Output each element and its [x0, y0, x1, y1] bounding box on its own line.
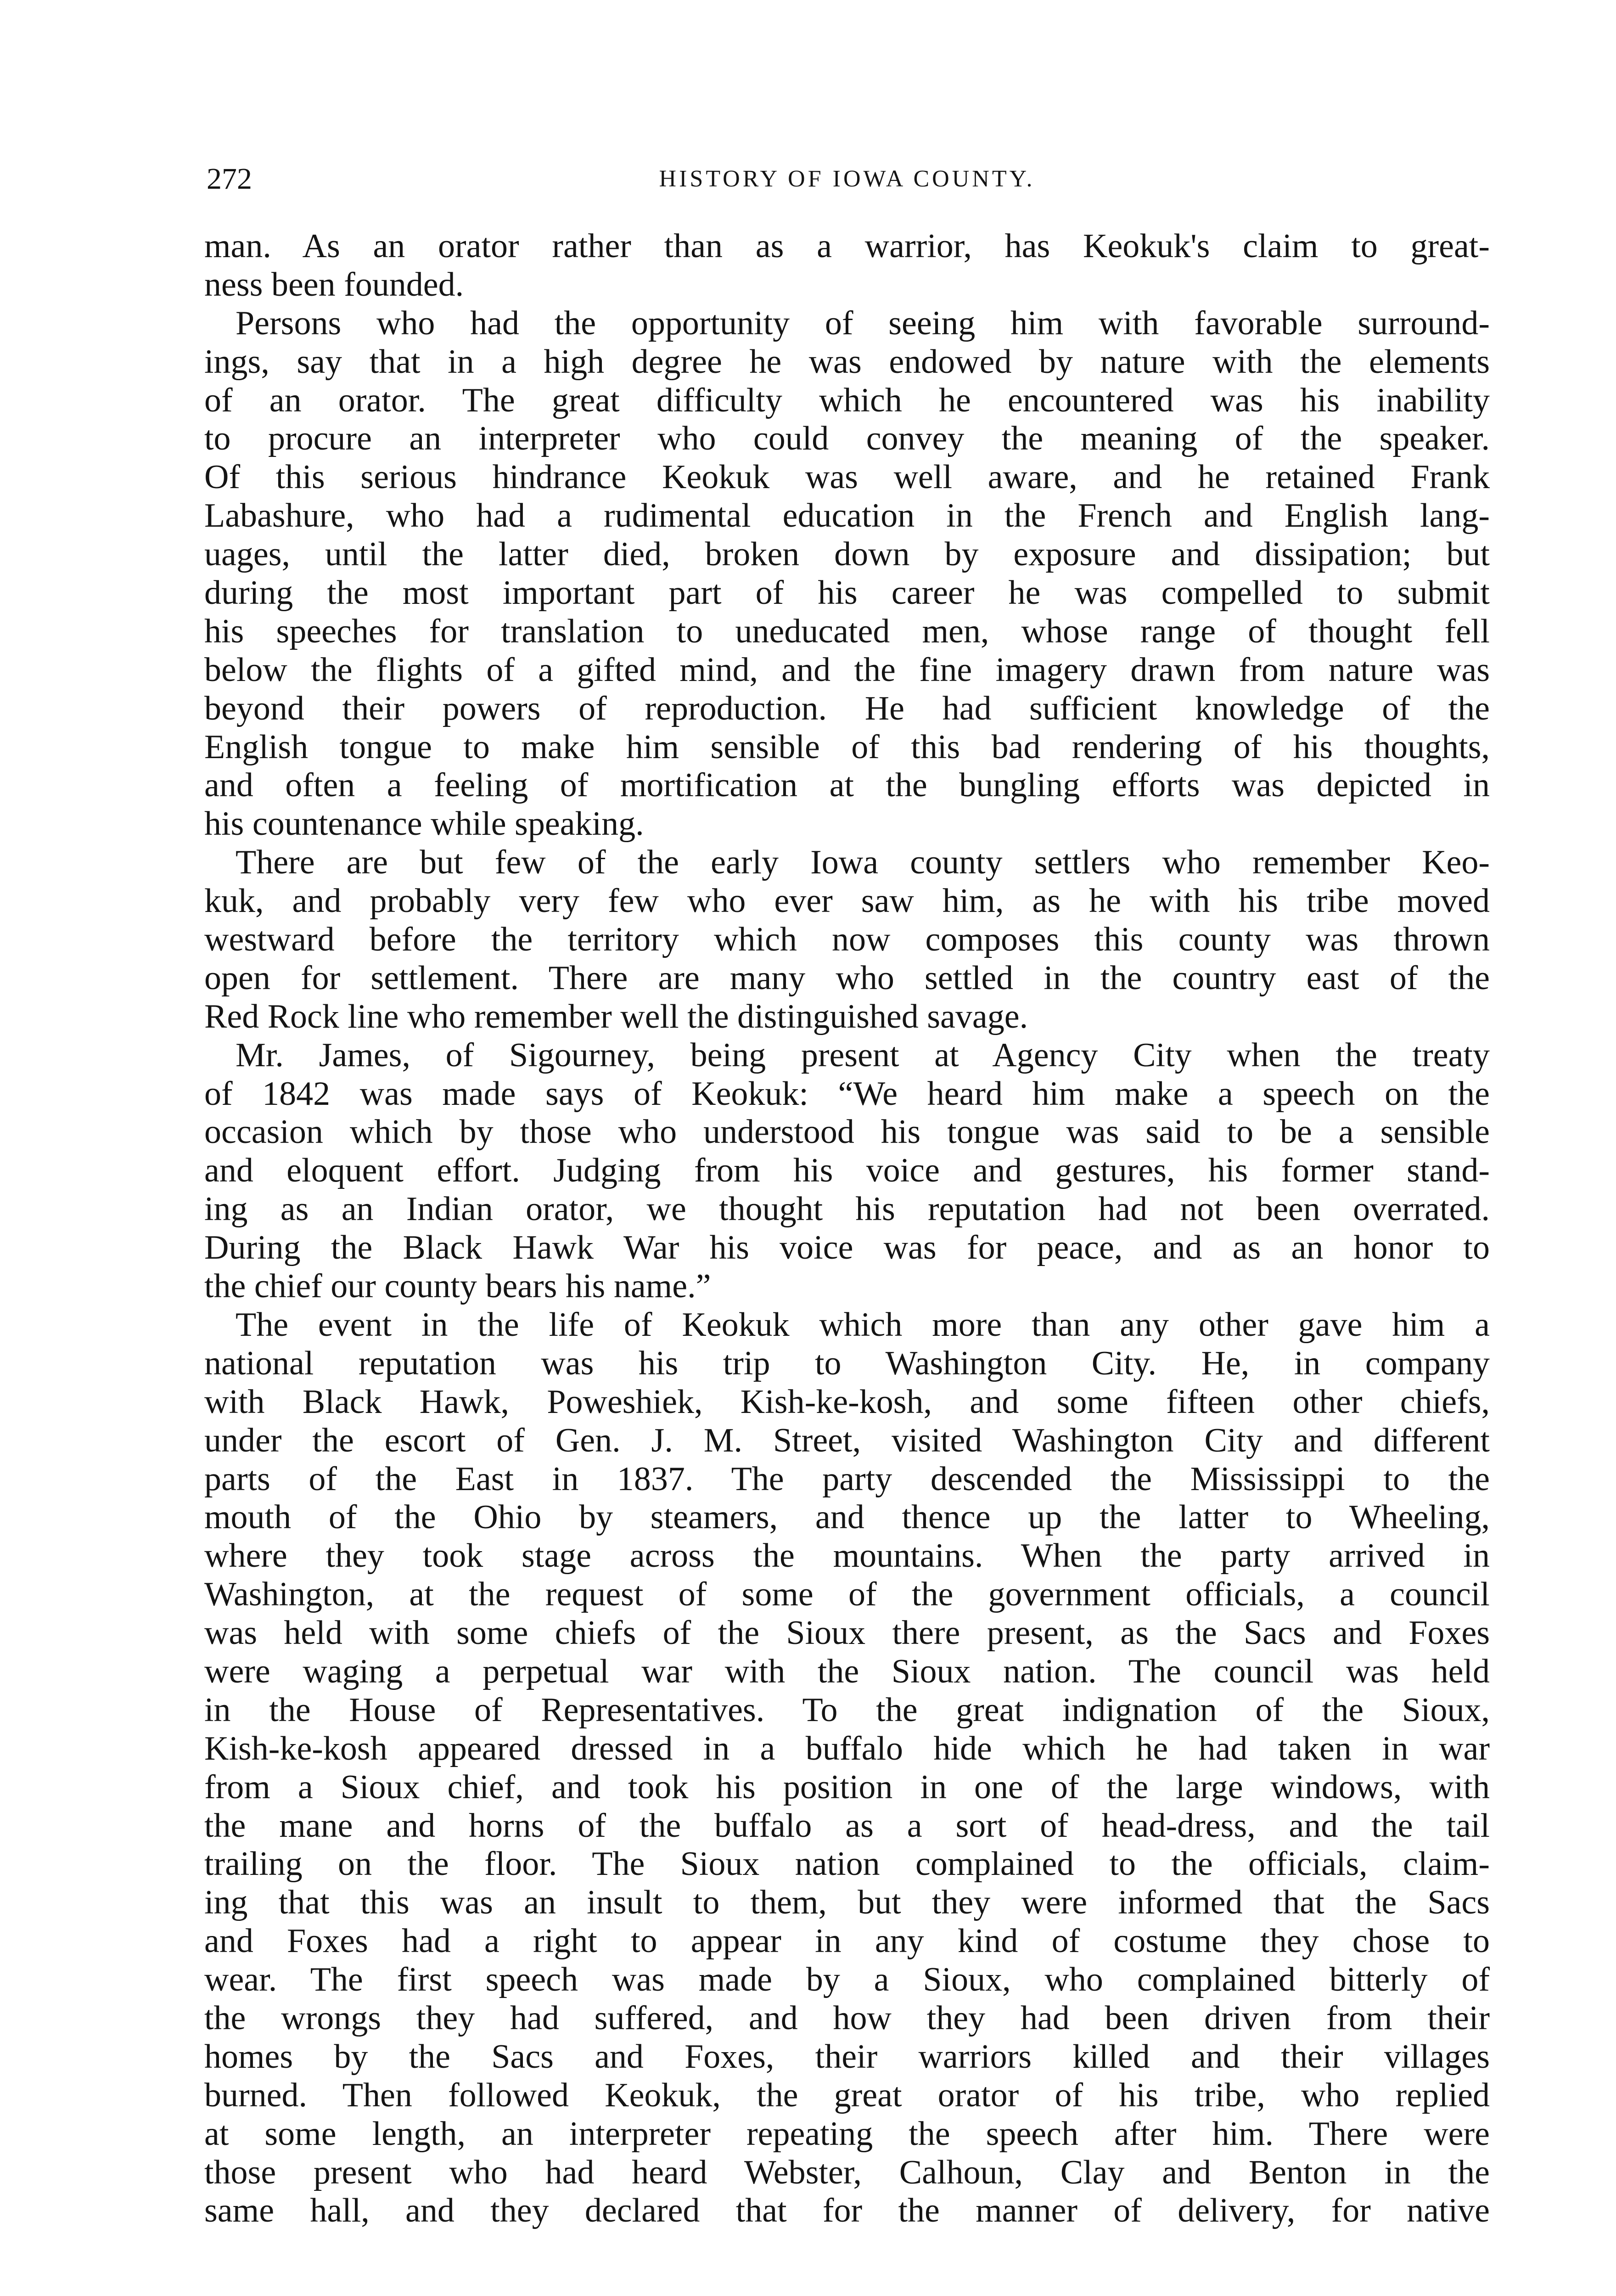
text-line: During the Black Hawk War his voice was for peace, and as an honor to	[204, 1229, 1490, 1267]
text-line: in the House of Representatives. To the great indignation of the Sioux,	[204, 1691, 1490, 1729]
text-line: ness been founded.	[204, 265, 464, 304]
text-line: the wrongs they had suffered, and how they had been driven from their	[204, 1999, 1490, 2037]
text-line: There are but few of the early Iowa county settlers who remember Keo-	[236, 844, 1490, 882]
text-line: his speeches for translation to uneducated men, whose range of thought fell	[204, 612, 1490, 650]
text-line: and eloquent effort. Judging from his voice and gestures, his former stand-	[204, 1152, 1490, 1190]
text-line: to procure an interpreter who could convey the meaning of the speaker.	[204, 420, 1490, 458]
text-line: burned. Then followed Keokuk, the great orator of his tribe, who replied	[204, 2076, 1490, 2114]
text-line: open for settlement. There are many who settled in the country east of the	[204, 959, 1490, 997]
page-number: 272	[207, 162, 252, 196]
text-line: with Black Hawk, Poweshiek, Kish-ke-kosh, and some fifteen other chiefs,	[204, 1383, 1490, 1421]
text-line: ing as an Indian orator, we thought his reputation had not been overrated.	[204, 1190, 1490, 1228]
text-line: where they took stage across the mountains. When the party arrived in	[204, 1537, 1490, 1575]
text-line: of an orator. The great difficulty which he encountered was his inability	[204, 381, 1490, 419]
text-line: below the flights of a gifted mind, and the fine imagery drawn from nature was	[204, 651, 1490, 689]
text-line: westward before the territory which now composes this county was thrown	[204, 921, 1490, 959]
page-header	[207, 158, 1487, 200]
text-line: kuk, and probably very few who ever saw him, as he with his tribe moved	[204, 882, 1490, 920]
text-line: occasion which by those who understood his tongue was said to be a sensible	[204, 1113, 1490, 1151]
text-line: Mr. James, of Sigourney, being present at Agency City when the treaty	[236, 1036, 1490, 1074]
text-line: mouth of the Ohio by steamers, and thence up the latter to Wheeling,	[204, 1498, 1490, 1536]
text-line: were waging a perpetual war with the Sioux nation. The council was held	[204, 1652, 1490, 1690]
text-line: at some length, an interpreter repeating the speech after him. There were	[204, 2115, 1490, 2153]
text-line: Labashure, who had a rudimental education in the French and English lang-	[204, 497, 1490, 535]
text-line: wear. The first speech was made by a Sioux, who complained bitterly of	[204, 1961, 1490, 1999]
text-line: Persons who had the opportunity of seeing him with favorable surround-	[236, 304, 1490, 342]
text-line: of 1842 was made says of Keokuk: “We heard him make a speech on the	[204, 1075, 1490, 1113]
text-line: his countenance while speaking.	[204, 805, 644, 843]
text-line: parts of the East in 1837. The party descended the Mississippi to the	[204, 1460, 1490, 1498]
text-line: Washington, at the request of some of the government officials, a council	[204, 1576, 1490, 1614]
text-line: under the escort of Gen. J. M. Street, visited Washington City and different	[204, 1421, 1490, 1459]
text-line: Kish-ke-kosh appeared dressed in a buffalo hide which he had taken in war	[204, 1729, 1490, 1767]
text-line: the chief our county bears his name.”	[204, 1267, 711, 1306]
text-line: was held with some chiefs of the Sioux there present, as the Sacs and Foxes	[204, 1614, 1490, 1652]
text-line: English tongue to make him sensible of this bad rendering of his thoughts,	[204, 728, 1490, 766]
text-line: trailing on the floor. The Sioux nation complained to the officials, claim-	[204, 1845, 1490, 1883]
text-line: ings, say that in a high degree he was endowed by nature with the elements	[204, 343, 1490, 381]
text-line: The event in the life of Keokuk which more than any other gave him a	[236, 1306, 1490, 1344]
text-line: those present who had heard Webster, Calhoun, Clay and Benton in the	[204, 2153, 1490, 2191]
text-line: Red Rock line who remember well the distinguished savage.	[204, 997, 1028, 1035]
text-line: Of this serious hindrance Keokuk was well aware, and he retained Frank	[204, 458, 1490, 496]
text-line: homes by the Sacs and Foxes, their warriors killed and their villages	[204, 2037, 1490, 2076]
text-line: ing that this was an insult to them, but they were informed that the Sacs	[204, 1884, 1490, 1922]
body-text	[204, 227, 1490, 2230]
text-line: uages, until the latter died, broken down by exposure and dissipation; but	[204, 535, 1490, 574]
text-line: during the most important part of his career he was compelled to submit	[204, 574, 1490, 612]
text-line: national reputation was his trip to Washington City. He, in company	[204, 1344, 1490, 1382]
text-line: and often a feeling of mortification at the bungling efforts was depicted in	[204, 766, 1490, 805]
text-line: from a Sioux chief, and took his position in one of the large windows, with	[204, 1768, 1490, 1806]
text-line: beyond their powers of reproduction. He had sufficient knowledge of the	[204, 689, 1490, 727]
text-line: man. As an orator rather than as a warrior, has Keokuk's claim to great-	[204, 227, 1490, 265]
text-line: same hall, and they declared that for the manner of delivery, for native	[204, 2192, 1490, 2230]
running-title: HISTORY OF IOWA COUNTY.	[659, 166, 1035, 192]
text-line: the mane and horns of the buffalo as a sort of head-dress, and the tail	[204, 1806, 1490, 1845]
text-line: and Foxes had a right to appear in any kind of costume they chose to	[204, 1922, 1490, 1960]
